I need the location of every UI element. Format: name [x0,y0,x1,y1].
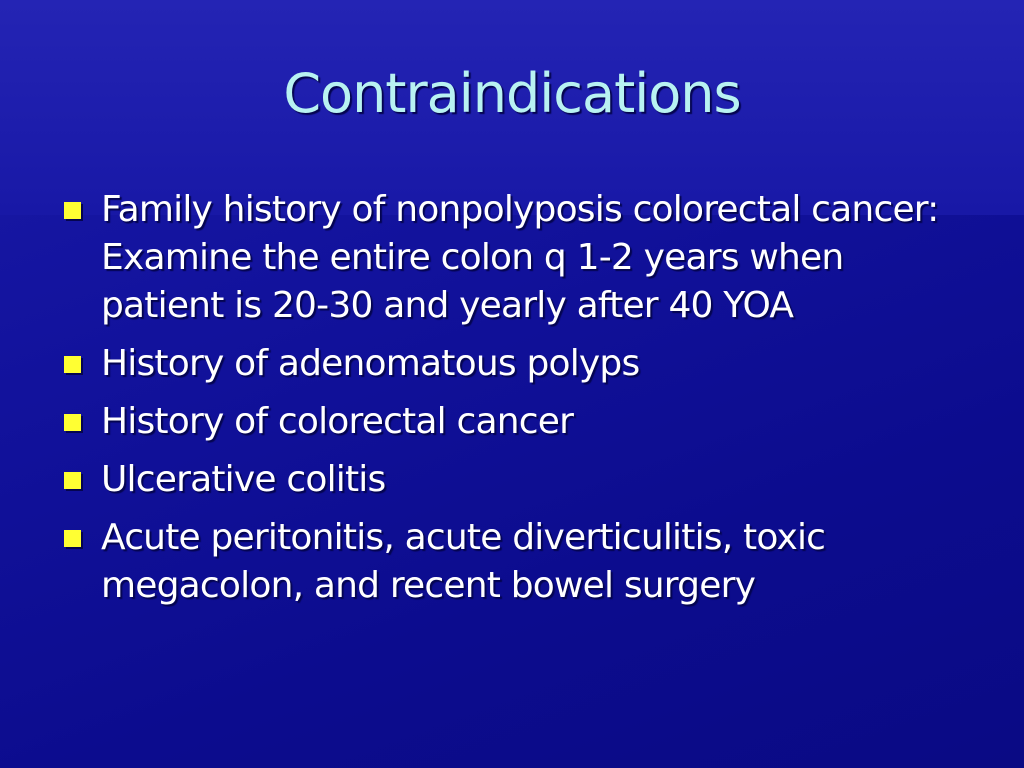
bullet-text: Ulcerative colitis [101,459,386,500]
slide-title: Contraindications [283,62,741,125]
square-bullet-icon [64,202,81,219]
bullet-text: Family history of nonpolyposis colorectal cancer: Examine the entire colon q 1-2 years when patient is 20-30 and yearly after 40 YOA [101,189,939,326]
square-bullet-icon [64,530,81,547]
square-bullet-icon [64,356,81,373]
square-bullet-icon [64,472,81,489]
bullet-text: History of adenomatous polyps [101,343,640,384]
bullet-item [60,398,970,446]
bullet-item [60,186,970,330]
bullet-item [60,514,970,610]
square-bullet-icon [64,414,81,431]
bullet-list [60,186,970,620]
bullet-text: History of colorectal cancer [101,401,574,442]
bullet-item [60,340,970,388]
bullet-text: Acute peritonitis, acute diverticulitis, toxic megacolon, and recent bowel surgery [101,517,826,606]
bullet-item [60,456,970,504]
